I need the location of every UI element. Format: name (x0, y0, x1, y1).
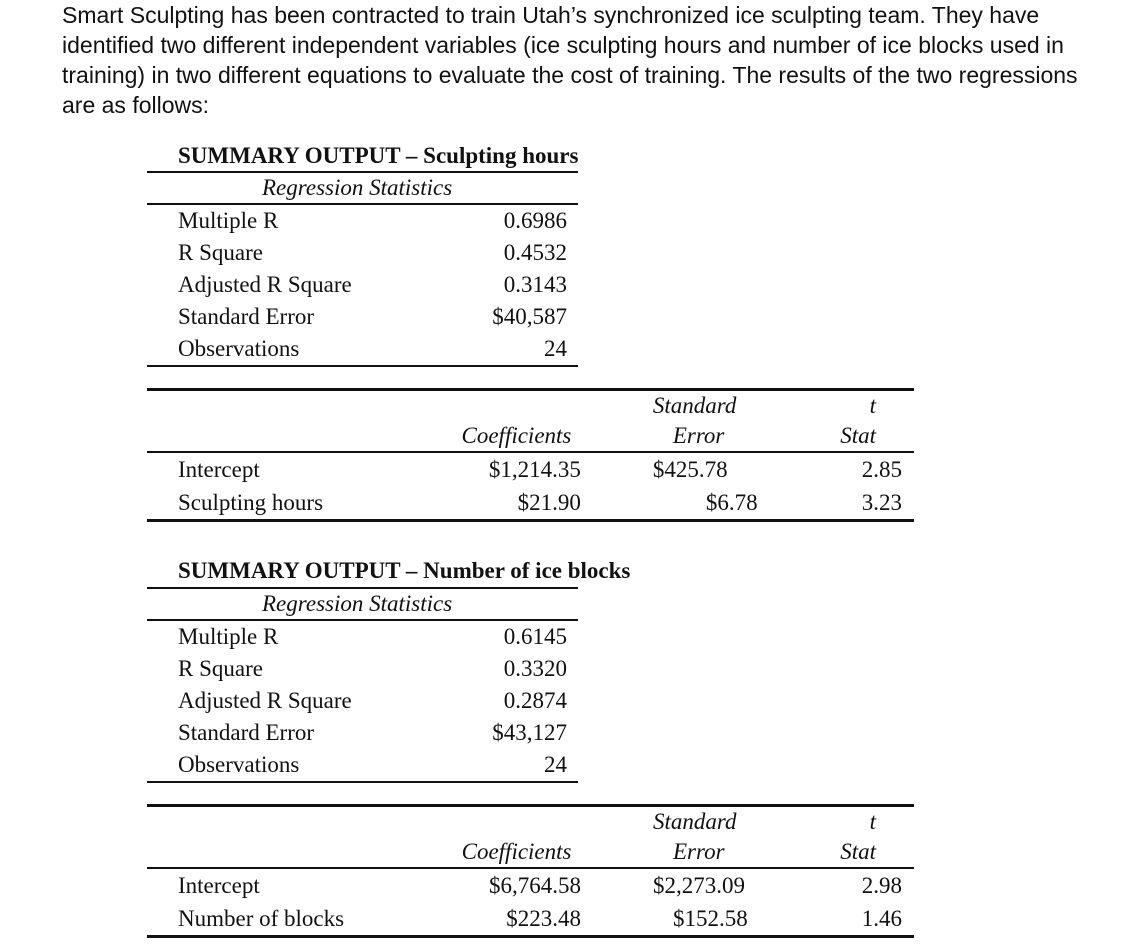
t-stat-header: t Stat (840, 391, 914, 452)
table-row (147, 237, 578, 269)
t-stat-header: t Stat (840, 807, 914, 868)
coefficient-value: $223.48 (422, 902, 591, 937)
stat-label: Standard Error (178, 304, 315, 329)
regression-statistics-heading: Regression Statistics (147, 172, 578, 204)
coefficients-header: Coefficients (422, 391, 591, 452)
stat-value: $40,587 (492, 304, 567, 329)
table-row (147, 452, 914, 486)
regression-statistics-table-2 (147, 587, 578, 783)
coefficients-table-2 (147, 804, 914, 938)
table-row (147, 620, 578, 653)
table-row (147, 868, 914, 902)
stat-value: 0.6145 (503, 624, 567, 649)
stat-label: Adjusted R Square (178, 688, 352, 713)
table-row (147, 204, 578, 237)
stat-label: Multiple R (178, 624, 279, 649)
stat-label: Adjusted R Square (178, 272, 352, 297)
standard-error-header-line1: Standard (652, 393, 737, 418)
t-stat-value: 2.98 (861, 872, 902, 898)
stat-value: 0.2874 (503, 688, 567, 713)
stat-value: 24 (451, 333, 578, 366)
coefficients-header: Coefficients (422, 807, 591, 868)
coefficient-value: $6,764.58 (488, 872, 581, 898)
std-error-value: $425.78 (652, 456, 728, 482)
t-stat-value: 2.85 (861, 456, 902, 482)
stat-value: 0.6986 (503, 208, 567, 233)
t-stat-value: 1.46 (840, 902, 914, 937)
coef-row-label: Intercept (178, 872, 260, 898)
stat-label: Observations (147, 749, 451, 782)
standard-error-header (591, 807, 840, 868)
stat-label: Observations (147, 333, 451, 366)
stat-label: Multiple R (178, 208, 279, 233)
summary-title-sculpting-hours: SUMMARY OUTPUT – Sculpting hours (178, 143, 579, 168)
coef-row-label: Intercept (178, 456, 260, 482)
table-row (147, 269, 578, 301)
std-error-value: $6.78 (591, 486, 840, 521)
coefficients-table-1 (147, 388, 914, 522)
standard-error-header-line2: Error (672, 839, 725, 864)
table-row (147, 333, 578, 366)
stat-label: R Square (178, 656, 263, 681)
standard-error-header (591, 391, 840, 452)
regression-statistics-table-1 (147, 171, 578, 367)
std-error-value: $2,273.09 (652, 872, 745, 898)
coefficients-header-row (147, 391, 914, 452)
stat-label: R Square (178, 240, 263, 265)
t-stat-value: 3.23 (840, 486, 914, 521)
summary-title-number-of-ice-blocks: SUMMARY OUTPUT – Number of ice blocks (178, 558, 631, 583)
table-row (147, 717, 578, 749)
coef-row-label: Sculpting hours (147, 486, 422, 521)
table-row (147, 902, 914, 937)
stat-value: 0.3143 (503, 272, 567, 297)
regression-statistics-heading: Regression Statistics (147, 588, 578, 620)
coefficient-value: $21.90 (422, 486, 591, 521)
table-row (147, 749, 578, 782)
standard-error-header-line1: Standard (652, 809, 737, 834)
table-row (147, 685, 578, 717)
stat-value: 0.3320 (503, 656, 567, 681)
coefficient-value: $1,214.35 (488, 456, 581, 482)
stat-label: Standard Error (178, 720, 315, 745)
table-row (147, 486, 914, 521)
table-row (147, 653, 578, 685)
coefficients-header-row (147, 807, 914, 868)
std-error-value: $152.58 (591, 902, 840, 937)
stat-value: 0.4532 (503, 240, 567, 265)
table-row (147, 301, 578, 333)
standard-error-header-line2: Error (672, 423, 725, 448)
coef-row-label: Number of blocks (147, 902, 422, 937)
stat-value: $43,127 (492, 720, 567, 745)
intro-paragraph: Smart Sculpting has been contracted to train Utah’s synchronized ice sculpting team. They have identified two different independent variables (ice sculpting hours and number of ice blocks used in training) in two different equations to evaluate the cost of training. The results of the two regressions are as follows: (62, 2, 1078, 118)
stat-value: 24 (451, 749, 578, 782)
